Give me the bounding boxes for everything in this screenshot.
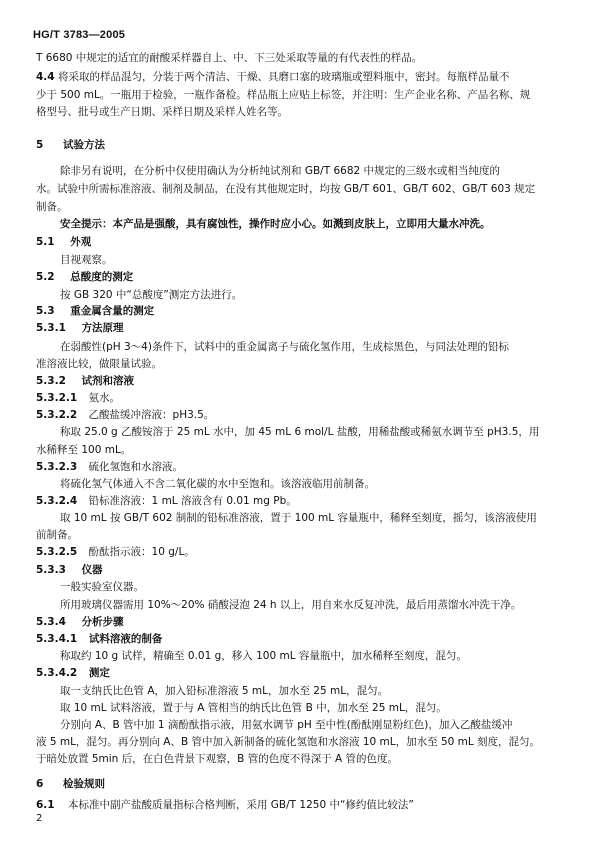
clause-number: 5.2 bbox=[36, 271, 55, 283]
paragraph-line: 取一支纳氏比色管 A，加入铅标准溶液 5 mL，加水至 25 mL，混匀。 bbox=[60, 685, 389, 697]
clause-title: 外观 bbox=[70, 236, 92, 248]
clause-5-1-heading bbox=[36, 237, 91, 248]
clause-6-1 bbox=[36, 800, 414, 811]
clause-text: 铅标准溶液：1 mL 溶液含有 0.01 mg Pb。 bbox=[88, 495, 297, 507]
paragraph-line: 于暗处放置 5min 后，在白色背景下观察，B 管的色度不得深于 A 管的色度。 bbox=[36, 753, 399, 765]
clause-title: 总酸度的测定 bbox=[70, 271, 134, 283]
paragraph-line: 除非另有说明，在分析中仅使用确认为分析纯试剂和 GB/T 6682 中规定的三级水或相当纯度的 bbox=[60, 165, 501, 177]
section-title: 检验规则 bbox=[62, 778, 105, 790]
clause-number: 5.1 bbox=[36, 236, 55, 248]
paragraph-line: 在弱酸性(pH 3～4)条件下，试料中的重金属离子与硫化氢作用，生成棕黑色，与同法处理的铅标 bbox=[60, 341, 509, 353]
paragraph-line: 前制备。 bbox=[36, 529, 78, 541]
clause-text: 硫化氢饱和水溶液。 bbox=[88, 461, 184, 473]
paragraph-line: 格型号、批号或生产日期、采样日期及采样人姓名等。 bbox=[36, 106, 288, 118]
clause-number: 6.1 bbox=[36, 799, 55, 811]
clause-text: 氨水。 bbox=[88, 392, 121, 404]
section-6-heading bbox=[36, 779, 105, 790]
clause-text: 酚酞指示液：10 g/L。 bbox=[88, 546, 195, 558]
clause-title: 测定 bbox=[88, 667, 110, 679]
clause-5-3-3-heading bbox=[36, 565, 103, 576]
clause-text: 乙酸盐缓冲溶液：pH3.5。 bbox=[88, 409, 215, 421]
clause-title: 试料溶液的制备 bbox=[88, 633, 163, 645]
clause-number: 5.3.2.4 bbox=[36, 495, 78, 507]
clause-title: 试剂和溶液 bbox=[81, 375, 135, 387]
clause-number: 5.3.4.2 bbox=[36, 667, 78, 679]
clause-5-3-heading bbox=[36, 306, 154, 317]
page-number: 2 bbox=[36, 813, 43, 824]
clause-4-4 bbox=[36, 72, 509, 83]
paragraph-line: 取 10 mL 按 GB/T 602 制制的铅标准溶液，置于 100 mL 容量瓶中，稀释至刻度，摇匀，该溶液使用 bbox=[60, 512, 537, 524]
clause-5-3-2-3 bbox=[36, 462, 183, 473]
section-title: 试验方法 bbox=[62, 139, 105, 151]
paragraph-line: 准溶液比较，做限量试验。 bbox=[36, 358, 162, 370]
clause-number: 5.3.4.1 bbox=[36, 633, 78, 645]
clause-5-3-2-2 bbox=[36, 410, 214, 421]
clause-number: 5.3.1 bbox=[36, 322, 66, 334]
clause-5-3-4-heading bbox=[36, 617, 124, 628]
clause-number: 5.3.3 bbox=[36, 564, 66, 576]
section-number: 5 bbox=[36, 139, 44, 151]
paragraph-line: 液 5 mL，混匀。再分别向 A、B 管中加入新制备的硫化氢饱和水溶液 10 mL，加水至 50 mL 刻度，混匀。 bbox=[36, 736, 541, 748]
clause-title: 重金属含量的测定 bbox=[70, 305, 155, 317]
clause-number: 5.3 bbox=[36, 305, 55, 317]
clause-5-3-4-2-heading bbox=[36, 668, 110, 679]
clause-text: 将采取的样品混匀，分装于两个清洁、干燥、具磨口塞的玻璃瓶或塑料瓶中，密封。每瓶样品量不 bbox=[57, 71, 510, 83]
clause-5-3-1-heading bbox=[36, 323, 124, 334]
clause-number: 5.3.4 bbox=[36, 616, 66, 628]
paragraph-line: 将硫化氢气体通入不含二氧化碳的水中至饱和。该溶液临用前制备。 bbox=[60, 478, 375, 490]
paragraph-line: 按 GB 320 中“总酸度”测定方法进行。 bbox=[60, 289, 243, 301]
clause-5-3-2-1 bbox=[36, 393, 120, 404]
paragraph-line: 所用玻璃仪器需用 10%～20% 硝酸浸泡 24 h 以上，用自来水反复冲洗，最后用蒸馏水冲洗干净。 bbox=[60, 599, 522, 611]
clause-5-3-2-4 bbox=[36, 496, 297, 507]
standard-code-header: HG/T 3783—2005 bbox=[33, 29, 126, 41]
paragraph-line: 分别向 A、B 管中加 1 滴酚酞指示液，用氨水调节 pH 至中性(酚酞刚显粉红色)，加入乙酸盐缓冲 bbox=[60, 719, 513, 731]
paragraph-line: 水稀释至 100 mL。 bbox=[36, 444, 132, 456]
clause-5-3-2-heading bbox=[36, 376, 134, 387]
paragraph-line: 少于 500 mL。一瓶用于检验，一瓶作备检。样品瓶上应贴上标签，并注明：生产企业名称、产品名称、规 bbox=[36, 89, 531, 101]
clause-number: 4.4 bbox=[36, 71, 55, 83]
clause-5-3-4-1-heading bbox=[36, 634, 162, 645]
safety-warning: 安全提示：本产品是强酸，具有腐蚀性，操作时应小心。如溅到皮肤上，立即用大量水冲洗。 bbox=[60, 218, 491, 230]
clause-title: 分析步骤 bbox=[81, 616, 124, 628]
paragraph-line: 称取约 10 g 试样，精确至 0.01 g，移入 100 mL 容量瓶中，加水稀释至刻度，混匀。 bbox=[60, 650, 467, 662]
paragraph-line: 称取 25.0 g 乙酸铵溶于 25 mL 水中，加 45 mL 6 mol/L 盐酸，用稀盐酸或稀氨水调节至 pH3.5，用 bbox=[60, 426, 540, 438]
paragraph-line: 目视观察。 bbox=[60, 254, 113, 266]
clause-number: 5.3.2.1 bbox=[36, 392, 78, 404]
clause-title: 方法原理 bbox=[81, 322, 124, 334]
clause-number: 5.3.2.5 bbox=[36, 546, 78, 558]
clause-5-3-2-5 bbox=[36, 547, 195, 558]
clause-number: 5.3.2 bbox=[36, 375, 66, 387]
sampling-continuation: T 6680 中规定的适宜的耐酸采样器自上、中、下三处采取等量的有代表性的样品。 bbox=[36, 52, 423, 64]
paragraph-line: 水。试验中所需标准溶液、制剂及制品，在没有其他规定时，均按 GB/T 601、GB/T 602、GB/T 603 规定 bbox=[36, 183, 536, 195]
clause-text: 本标准中副产盐酸质量指标合格判断，采用 GB/T 1250 中“修约值比较法” bbox=[67, 799, 414, 811]
clause-number: 5.3.2.3 bbox=[36, 461, 78, 473]
paragraph-line: 取 10 mL 试料溶液，置于与 A 管相当的纳氏比色管 B 中，加水至 25 mL，混匀。 bbox=[60, 702, 447, 714]
clause-5-2-heading bbox=[36, 272, 133, 283]
clause-title: 仪器 bbox=[81, 564, 103, 576]
paragraph-line: 制备。 bbox=[36, 201, 68, 213]
section-5-heading bbox=[36, 140, 105, 151]
clause-number: 5.3.2.2 bbox=[36, 409, 78, 421]
section-number: 6 bbox=[36, 778, 44, 790]
paragraph-line: 一般实验室仪器。 bbox=[60, 581, 144, 593]
